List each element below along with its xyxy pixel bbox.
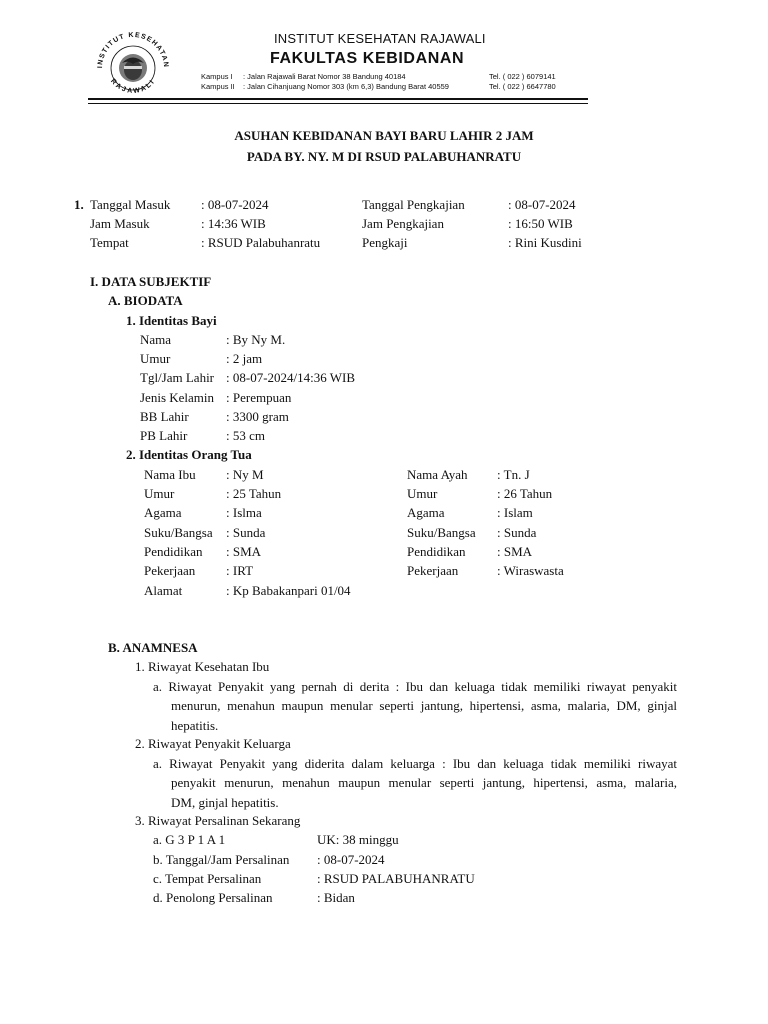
father-label-religion: Agama bbox=[407, 505, 445, 520]
svg-text:INSTITUT KESEHATAN: INSTITUT KESEHATAN bbox=[96, 31, 170, 69]
parents-identity-heading: 2. Identitas Orang Tua bbox=[126, 447, 252, 462]
anamnesa-item1a-paragraph bbox=[153, 677, 677, 735]
father-value-religion: : Islam bbox=[497, 505, 533, 520]
svg-text:RAJAWALI: RAJAWALI bbox=[109, 77, 157, 96]
delivery-label-gpa: a. G 3 P 1 A 1 bbox=[153, 832, 226, 847]
delivery-value-gestation: UK: 38 minggu bbox=[317, 832, 399, 847]
anamnesa-heading: B. ANAMNESA bbox=[108, 640, 198, 655]
info-value-place: : RSUD Palabuhanratu bbox=[201, 235, 321, 250]
baby-label-name: Nama bbox=[140, 332, 172, 347]
letterhead-thick-rule bbox=[88, 98, 588, 100]
info-label-admission-date: Tanggal Masuk bbox=[90, 197, 171, 212]
delivery-label-attendant: d. Penolong Persalinan bbox=[153, 890, 273, 905]
baby-label-sex: Jenis Kelamin bbox=[140, 390, 215, 405]
biodata-heading: A. BIODATA bbox=[108, 293, 183, 308]
info-value-assessor: : Rini Kusdini bbox=[508, 235, 582, 250]
father-value-name: : Tn. J bbox=[497, 467, 530, 482]
baby-value-sex: : Perempuan bbox=[226, 390, 292, 405]
mother-value-education: : SMA bbox=[226, 544, 262, 559]
anamnesa-item1-heading: 1. Riwayat Kesehatan Ibu bbox=[135, 659, 270, 674]
info-label-place: Tempat bbox=[90, 235, 129, 250]
campus2-address: : Jalan Cihanjuang Nomor 303 (km 6,3) Bandung Barat 40559 bbox=[243, 82, 449, 91]
mother-label-religion: Agama bbox=[144, 505, 182, 520]
anamnesa-item2-heading: 2. Riwayat Penyakit Keluarga bbox=[135, 736, 291, 751]
institution-logo bbox=[88, 30, 178, 100]
letterhead-thin-rule bbox=[88, 103, 588, 104]
mother-value-name: : Ny M bbox=[226, 467, 264, 482]
mother-label-name: Nama Ibu bbox=[144, 467, 196, 482]
info-value-admission-date: : 08-07-2024 bbox=[201, 197, 269, 212]
delivery-label-place: c. Tempat Persalinan bbox=[153, 871, 262, 886]
campus1-phone: Tel. ( 022 ) 6079141 bbox=[489, 72, 556, 81]
baby-identity-heading: 1. Identitas Bayi bbox=[126, 313, 217, 328]
delivery-value-attendant: : Bidan bbox=[317, 890, 355, 905]
father-label-name: Nama Ayah bbox=[407, 467, 468, 482]
info-number: 1. bbox=[74, 197, 84, 212]
mother-value-occupation: : IRT bbox=[226, 563, 254, 578]
campus2-phone: Tel. ( 022 ) 6647780 bbox=[489, 82, 556, 91]
mother-label-occupation: Pekerjaan bbox=[144, 563, 196, 578]
anamnesa-item1a-line1: a. Riwayat Penyakit yang pernah di derita : Ibu dan keluaga tidak memiliki riwayat penyakit bbox=[153, 679, 677, 694]
baby-value-birth: : 08-07-2024/14:36 WIB bbox=[226, 370, 356, 385]
anamnesa-item2a-line2: penyakit menurun, menahun maupun menular seperti jantung, hipertensi, asma, malaria, bbox=[171, 775, 677, 791]
logo-seal-icon bbox=[88, 30, 178, 100]
info-value-assessment-date: : 08-07-2024 bbox=[508, 197, 576, 212]
mother-label-ethnicity: Suku/Bangsa bbox=[144, 525, 213, 540]
baby-label-weight: BB Lahir bbox=[140, 409, 189, 424]
document-title-line1: ASUHAN KEBIDANAN BAYI BARU LAHIR 2 JAM bbox=[234, 128, 534, 143]
mother-value-religion: : Islma bbox=[226, 505, 262, 520]
info-label-admission-time: Jam Masuk bbox=[90, 216, 150, 231]
campus2-label: Kampus II bbox=[201, 82, 235, 91]
baby-label-age: Umur bbox=[140, 351, 171, 366]
delivery-label-datetime: b. Tanggal/Jam Persalinan bbox=[153, 852, 290, 867]
info-value-admission-time: : 14:36 WIB bbox=[201, 216, 266, 231]
mother-value-ethnicity: : Sunda bbox=[226, 525, 266, 540]
father-value-occupation: : Wiraswasta bbox=[497, 563, 564, 578]
delivery-value-datetime: : 08-07-2024 bbox=[317, 852, 385, 867]
baby-value-age: : 2 jam bbox=[226, 351, 263, 366]
baby-value-length: : 53 cm bbox=[226, 428, 265, 443]
father-value-education: : SMA bbox=[497, 544, 533, 559]
father-value-ethnicity: : Sunda bbox=[497, 525, 537, 540]
document-title-line2: PADA BY. NY. M DI RSUD PALABUHANRATU bbox=[246, 149, 522, 164]
section-subjective-heading: I. DATA SUBJEKTIF bbox=[90, 274, 212, 289]
info-value-assessment-time: : 16:50 WIB bbox=[508, 216, 573, 231]
institute-name: INSTITUT KESEHATAN RAJAWALI bbox=[274, 31, 486, 46]
father-label-education: Pendidikan bbox=[407, 544, 466, 559]
info-label-assessment-time: Jam Pengkajian bbox=[362, 216, 444, 231]
campus1-label: Kampus I bbox=[201, 72, 233, 81]
father-label-age: Umur bbox=[407, 486, 438, 501]
anamnesa-item1a-line2: menurun, menahun maupun menular seperti jantung, hipertensi, asma, malaria, DM, ginjal bbox=[171, 698, 677, 714]
mother-value-age: : 25 Tahun bbox=[226, 486, 282, 501]
mother-label-address: Alamat bbox=[144, 583, 183, 598]
anamnesa-item2a-paragraph bbox=[153, 754, 677, 812]
baby-label-birth: Tgl/Jam Lahir bbox=[140, 370, 215, 385]
father-label-ethnicity: Suku/Bangsa bbox=[407, 525, 476, 540]
delivery-value-place: : RSUD PALABUHANRATU bbox=[317, 871, 475, 886]
anamnesa-item2a-line3: DM, ginjal hepatitis. bbox=[171, 794, 279, 810]
info-label-assessment-date: Tanggal Pengkajian bbox=[362, 197, 465, 212]
anamnesa-item3-heading: 3. Riwayat Persalinan Sekarang bbox=[135, 813, 301, 828]
mother-label-education: Pendidikan bbox=[144, 544, 203, 559]
father-label-occupation: Pekerjaan bbox=[407, 563, 459, 578]
anamnesa-item2a-line1: a. Riwayat Penyakit yang diderita dalam keluarga : Ibu dan keluaga tidak memiliki riwayat bbox=[153, 756, 677, 771]
campus1-address: : Jalan Rajawali Barat Nomor 38 Bandung 40184 bbox=[243, 72, 406, 81]
faculty-name: FAKULTAS KEBIDANAN bbox=[270, 50, 465, 67]
mother-label-age: Umur bbox=[144, 486, 175, 501]
info-label-assessor: Pengkaji bbox=[362, 235, 408, 250]
baby-label-length: PB Lahir bbox=[140, 428, 188, 443]
baby-value-name: : By Ny M. bbox=[226, 332, 286, 347]
anamnesa-item1a-line3: hepatitis. bbox=[171, 717, 219, 733]
father-value-age: : 26 Tahun bbox=[497, 486, 553, 501]
mother-value-address: : Kp Babakanpari 01/04 bbox=[226, 583, 351, 598]
baby-value-weight: : 3300 gram bbox=[226, 409, 289, 424]
